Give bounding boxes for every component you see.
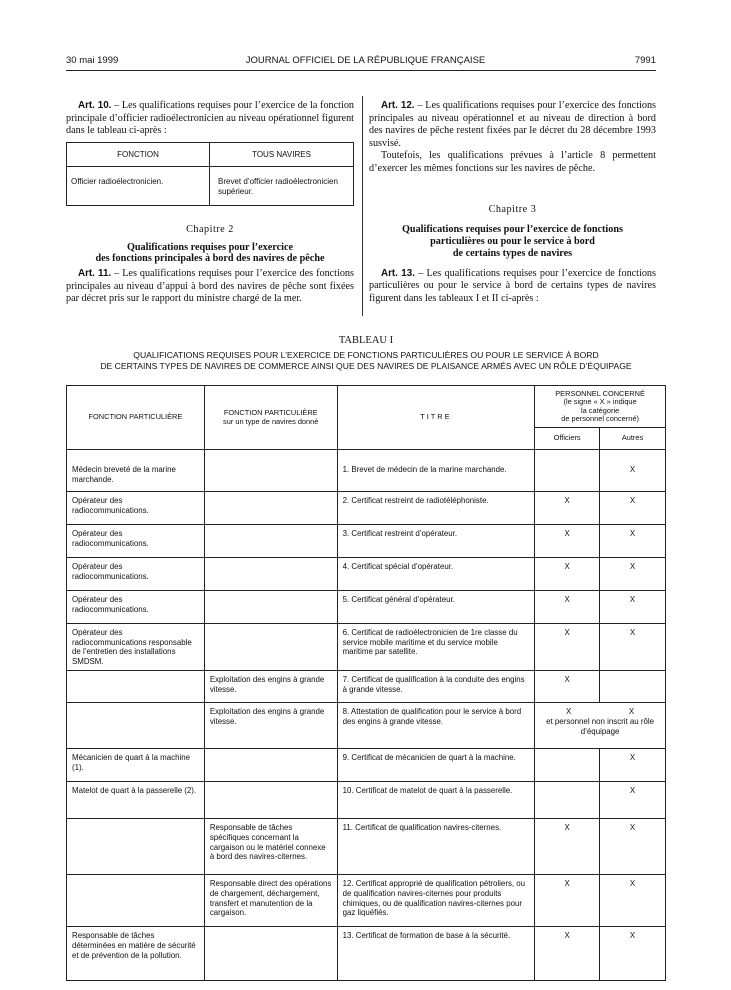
- table-row: [67, 492, 666, 525]
- cell-type: [204, 624, 337, 671]
- cell-type: Responsable direct des opérations de chargement, déchargement, transfert et manutention de la cargaison.: [204, 875, 337, 927]
- cell-officiers: X: [566, 707, 572, 717]
- column-header-personnel: PERSONNEL CONCERNÉ (le signe « X » indique la catégorie de personnel concerné): [535, 386, 666, 428]
- chapter-3-title-line-2: particulières ou pour le service à bord: [430, 235, 595, 247]
- chapter-2-title-line-1: Qualifications requises pour l’exercice: [126, 241, 294, 253]
- cell-titre: 11. Certificat de qualification navires-citernes.: [337, 819, 535, 875]
- article-12: Art. 12. – Les qualifications requises pour l’exercice des fonctions principales au niveau opérationnel et au niveau de direction à bord des navires de pêche restent fixées par le décret du 28 décembre 1993 susvisé.: [369, 100, 657, 149]
- officer-table: [66, 142, 354, 206]
- cell-titre: 2. Certificat restreint de radiotéléphoniste.: [337, 492, 535, 525]
- cell-autres: X: [600, 492, 666, 525]
- chapter-3-title-line-3: de certains types de navires: [452, 247, 573, 259]
- cell-titre: 9. Certificat de mécanicien de quart à la machine.: [337, 749, 535, 782]
- tableau-title: TABLEAU I: [338, 335, 394, 346]
- tableau-subtitle-line-1: QUALIFICATIONS REQUISES POUR L’EXERCICE DE FONCTIONS PARTICULIÈRES OU POUR LE SERVICE À BORD: [133, 350, 599, 360]
- column-header-titre: TITRE: [337, 386, 535, 450]
- cell-fonction: [67, 671, 205, 703]
- cell-type: [204, 525, 337, 558]
- cell-personnel-note: et personnel non inscrit au rôle d’équipage: [546, 716, 655, 736]
- cell-officiers: X: [535, 525, 600, 558]
- table-row: [67, 558, 666, 591]
- cell-fonction: Opérateur des radiocommunications.: [67, 591, 205, 624]
- article-13: Art. 13. – Les qualifications requises pour l’exercice de fonctions particulières ou pour le service à bord de certains types de navires figurent dans les tableaux I et II ci-après :: [369, 267, 656, 304]
- cell-fonction: Opérateur des radiocommunications responsable de l’entretien des installations SMDSM.: [67, 624, 205, 671]
- cell-titre: 5. Certificat général d’opérateur.: [337, 591, 535, 624]
- chapter-2-title-line-2: des fonctions principales à bord des navires de pêche: [95, 253, 325, 265]
- cell-fonction: Opérateur des radiocommunications.: [67, 525, 205, 558]
- cell-type: Responsable de tâches spécifiques concernant la cargaison ou le matériel connexe à bord des navires-citernes.: [204, 819, 337, 875]
- chapter-3-label: Chapitre 3: [488, 203, 537, 215]
- header-journal-title: JOURNAL OFFICIEL DE LA RÉPUBLIQUE FRANÇAISE: [245, 55, 486, 66]
- article-12-paragraph-2: Toutefois, les qualifications prévues à l’article 8 permettent d’exercer les mêmes fonctions sur les navires de pêche.: [369, 150, 656, 174]
- cell-autres: X: [600, 782, 666, 819]
- officer-table-header-navires: TOUS NAVIRES: [210, 143, 354, 167]
- table-row: [67, 525, 666, 558]
- cell-officiers: X: [535, 875, 600, 927]
- cell-type: [204, 927, 337, 981]
- table-row: [67, 875, 666, 927]
- article-11: Art. 11. – Les qualifications requises pour l’exercice des fonctions principales au niveau d’appui à bord des navires de pêche sont fixées par décret pris sur le rapport du ministre chargé de la mer.: [66, 268, 354, 305]
- cell-officiers: [535, 450, 600, 492]
- cell-autres: X: [600, 525, 666, 558]
- cell-type: [204, 782, 337, 819]
- cell-type: [204, 492, 337, 525]
- cell-autres: X: [600, 591, 666, 624]
- column-header-fonction: FONCTION PARTICULIÈRE: [67, 386, 205, 450]
- cell-titre: 6. Certificat de radioélectronicien de 1re classe du service mobile maritime et du service mobile maritime par satellite.: [337, 624, 535, 671]
- cell-type: [204, 558, 337, 591]
- header-date: 30 mai 1999: [66, 55, 119, 66]
- officer-table-cell-titre: Brevet d’officier radioélectronicien supérieur.: [210, 167, 354, 206]
- left-column-lower: [66, 224, 354, 306]
- cell-titre: 4. Certificat spécial d’opérateur.: [337, 558, 535, 591]
- cell-officiers: X: [535, 492, 600, 525]
- cell-autres: X: [628, 707, 635, 717]
- tableau-1: [66, 385, 666, 981]
- cell-titre: 7. Certificat de qualification à la conduite des engins à grande vitesse.: [337, 671, 535, 703]
- cell-fonction: Médecin breveté de la marine marchande.: [67, 450, 205, 492]
- cell-officiers: X: [535, 819, 600, 875]
- cell-officiers: X: [535, 558, 600, 591]
- header-rule: [66, 70, 656, 71]
- right-column: [369, 100, 656, 305]
- officer-table-cell-fonction: Officier radioélectronicien.: [67, 167, 210, 206]
- cell-fonction: Opérateur des radiocommunications.: [67, 492, 205, 525]
- table-row: [67, 927, 666, 981]
- cell-fonction: Mécanicien de quart à la machine (1).: [67, 749, 205, 782]
- cell-officiers: X: [535, 624, 600, 671]
- cell-type: Exploitation des engins à grande vitesse.: [204, 703, 337, 749]
- tableau-subtitle-line-2: DE CERTAINS TYPES DE NAVIRES DE COMMERCE AINSI QUE DES NAVIRES DE PLAISANCE ARMÉS AVEC UN RÔLE D’ÉQUIPAGE: [100, 361, 632, 371]
- table-row: [67, 703, 666, 749]
- cell-type: Exploitation des engins à grande vitesse.: [204, 671, 337, 703]
- cell-titre: 13. Certificat de formation de base à la sécurité.: [337, 927, 535, 981]
- cell-type: [204, 591, 337, 624]
- cell-titre: 8. Attestation de qualification pour le service à bord des engins à grande vitesse.: [337, 703, 535, 749]
- table-row: [67, 591, 666, 624]
- cell-officiers: [535, 782, 600, 819]
- cell-titre: 1. Brevet de médecin de la marine marchande.: [337, 450, 535, 492]
- column-divider: [362, 96, 363, 316]
- officer-table-header-fonction: FONCTION: [67, 143, 210, 167]
- chapter-3-title-line-1: Qualifications requises pour l’exercice de fonctions: [401, 224, 623, 236]
- cell-fonction: [67, 703, 205, 749]
- cell-type: [204, 450, 337, 492]
- column-header-officiers: Officiers: [535, 428, 600, 450]
- cell-officiers: X: [535, 927, 600, 981]
- cell-autres: X: [600, 450, 666, 492]
- cell-autres: [600, 671, 666, 703]
- cell-fonction: [67, 875, 205, 927]
- cell-autres: X: [600, 558, 666, 591]
- table-row: [67, 749, 666, 782]
- cell-officiers: [535, 749, 600, 782]
- article-10: Art. 10. – Les qualifications requises pour l’exercice de la fonction principale d’officier radioélectronicien au niveau opérationnel figurent dans le tableau ci-après :: [66, 100, 355, 137]
- cell-fonction: Responsable de tâches déterminées en matière de sécurité et de prévention de la pollution.: [67, 927, 205, 981]
- cell-autres: X: [600, 927, 666, 981]
- cell-officiers: X: [535, 671, 600, 703]
- cell-titre: 12. Certificat approprié de qualification pétroliers, ou de qualification navires-citernes pour produits chimiques, ou de qualification navires-citernes pour gaz liquéfiés.: [337, 875, 535, 927]
- table-row: [67, 450, 666, 492]
- cell-fonction: [67, 819, 205, 875]
- table-row: [67, 671, 666, 703]
- header-page-number: 7991: [634, 55, 656, 66]
- cell-personnel-combined: [535, 703, 666, 749]
- chapter-2-label: Chapitre 2: [186, 224, 234, 235]
- cell-type: [204, 749, 337, 782]
- column-header-autres: Autres: [600, 428, 666, 450]
- cell-autres: X: [600, 624, 666, 671]
- left-column: [66, 100, 354, 138]
- column-header-fonction-type: FONCTION PARTICULIÈRE sur un type de navires donné: [204, 386, 337, 450]
- cell-autres: X: [600, 875, 666, 927]
- cell-fonction: Opérateur des radiocommunications.: [67, 558, 205, 591]
- table-row: [67, 819, 666, 875]
- cell-autres: X: [600, 749, 666, 782]
- cell-titre: 3. Certificat restreint d’opérateur.: [337, 525, 535, 558]
- cell-autres: X: [600, 819, 666, 875]
- cell-officiers: X: [535, 591, 600, 624]
- table-row: [67, 782, 666, 819]
- table-row: [67, 624, 666, 671]
- cell-titre: 10. Certificat de matelot de quart à la passerelle.: [337, 782, 535, 819]
- cell-fonction: Matelot de quart à la passerelle (2).: [67, 782, 205, 819]
